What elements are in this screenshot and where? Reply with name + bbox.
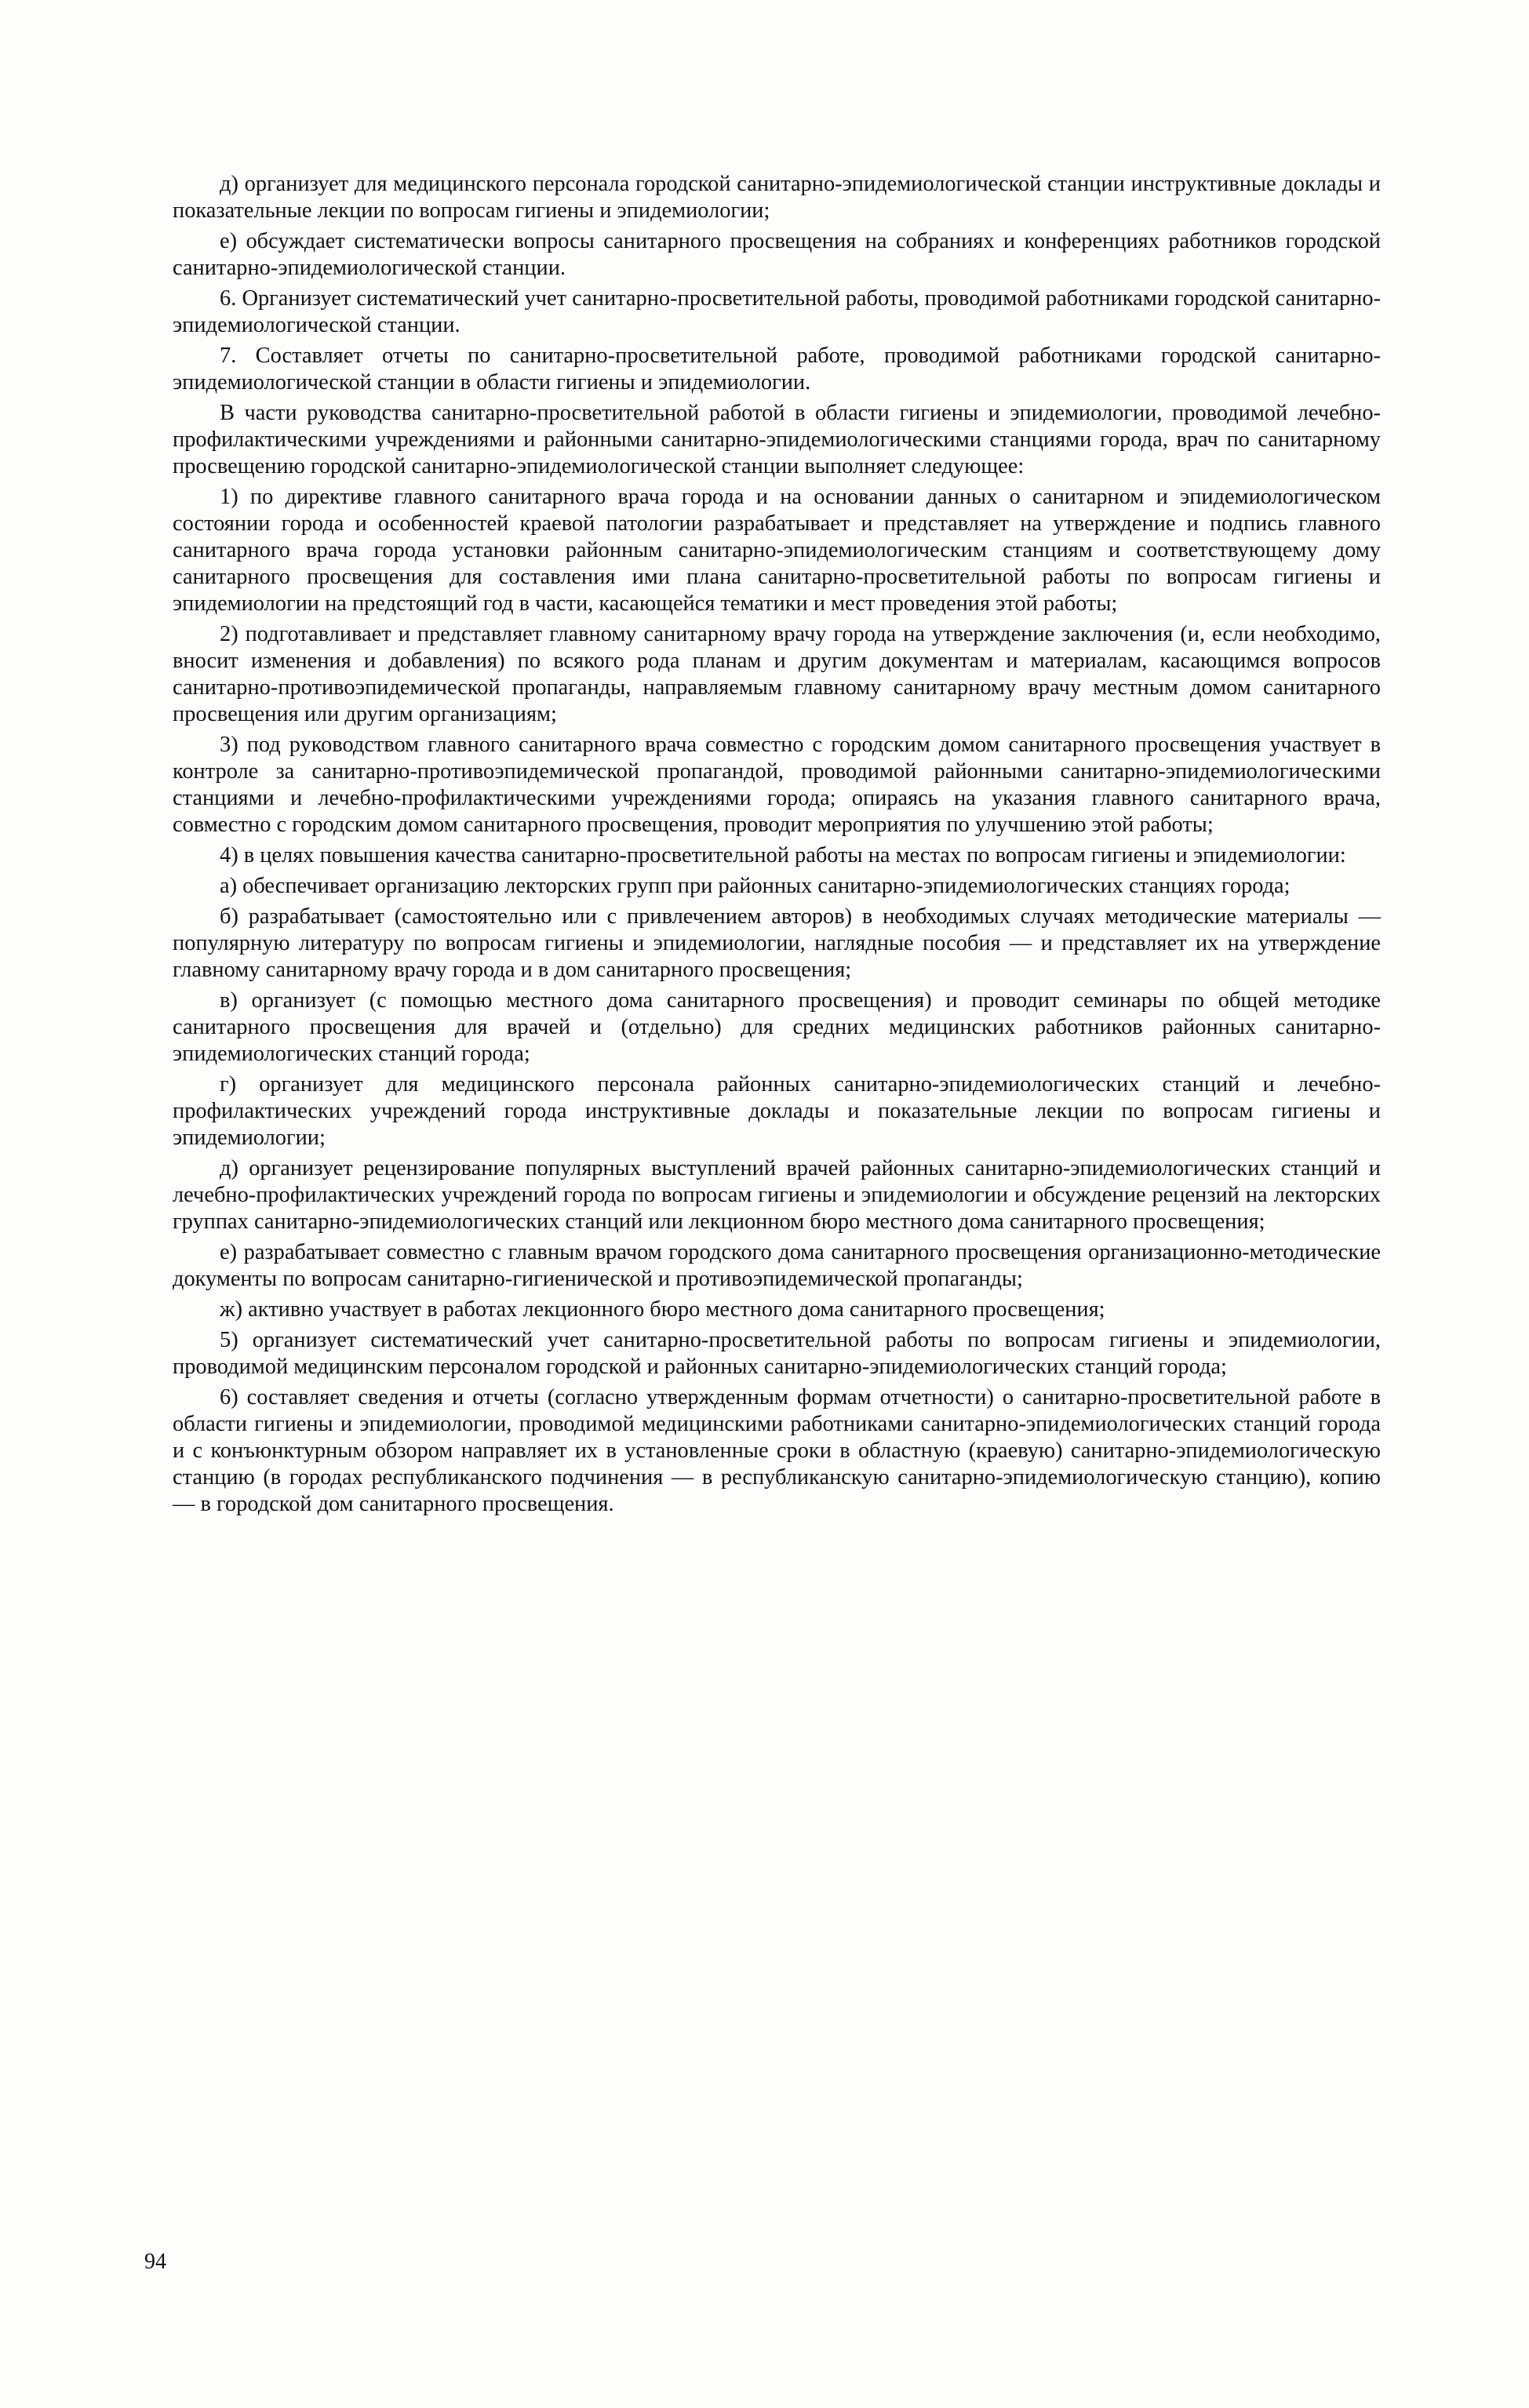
- paragraph-management-intro: В части руководства санитарно-просветительной работой в области гигиены и эпидемиологии, проводимой лечебно-профилактическими учреждениями и районными санитарно-эпидемиологическими станциями города, врач по санитарному просвещению городской санитарно-эпидемиологической станции выполняет следующее:: [173, 401, 1381, 478]
- paragraph-6-organizes-accounting: 6. Организует систематический учет санитарно-просветительной работы, проводимой работниками городской санитарно-эпидемиологической станции.: [173, 286, 1381, 337]
- body-text: [173, 171, 1381, 1518]
- paragraph-item-4g: г) организует для медицинского персонала районных санитарно-эпидемиологических станций и лечебно-профилактических учреждений города инструктивные доклады и показательные лекции по вопросам гигиены и эпидемиологии;: [173, 1072, 1381, 1150]
- paragraph-item-4zh: ж) активно участвует в работах лекционного бюро местного дома санитарного просвещения;: [220, 1297, 1105, 1322]
- paragraph-d-city-instructive-reports: д) организует для медицинского персонала городской санитарно-эпидемиологической станции инструктивные доклады и показательные лекции по вопросам гигиены и эпидемиологии;: [173, 172, 1381, 223]
- paragraph-item-4: 4) в целях повышения качества санитарно-просветительной работы на местах по вопросам гигиены и эпидемиологии:: [220, 843, 1346, 868]
- paragraph-item-6: 6) составляет сведения и отчеты (согласно утвержденным формам отчетности) о санитарно-просветительной работе в области гигиены и эпидемиологии, проводимой медицинскими работниками санитарно-эпидемиологических станций города и с конъюнктурным обзором направляет их в установленные сроки в областную (краевую) санитарно-эпидемиологическую станцию (в городах республиканского подчинения — в республиканскую санитарно-эпидемиологическую станцию), копию — в городской дом санитарного просвещения.: [173, 1385, 1381, 1516]
- paragraph-item-4a: а) обеспечивает организацию лекторских групп при районных санитарно-эпидемиологических станциях города;: [220, 874, 1291, 898]
- paragraph-item-4d: д) организует рецензирование популярных выступлений врачей районных санитарно-эпидемиологических станций и лечебно-профилактических учреждений города по вопросам гигиены и эпидемиологии и обсуждение рецензий на лекторских группах санитарно-эпидемиологических станций или лекционном бюро местного дома санитарного просвещения;: [173, 1156, 1381, 1234]
- paragraph-item-4e: е) разрабатывает совместно с главным врачом городского дома санитарного просвещения организационно-методические документы по вопросам санитарно-гигиенической и противоэпидемической пропаганды;: [173, 1240, 1381, 1291]
- paragraph-e-discusses-questions: е) обсуждает систематически вопросы санитарного просвещения на собраниях и конференциях работников городской санитарно-эпидемиологической станции.: [173, 229, 1381, 280]
- page-number: 94: [144, 2250, 166, 2274]
- paragraph-item-5: 5) организует систематический учет санитарно-просветительной работы по вопросам гигиены и эпидемиологии, проводимой медицинским персоналом городской и районных санитарно-эпидемиологических станций города;: [173, 1328, 1381, 1379]
- paragraph-item-4b: б) разрабатывает (самостоятельно или с привлечением авторов) в необходимых случаях методические материалы — популярную литературу по вопросам гигиены и эпидемиологии, наглядные пособия — и представляет их на утверждение главному санитарному врачу города и в дом санитарного просвещения;: [173, 904, 1381, 982]
- paragraph-7-compiles-reports: 7. Составляет отчеты по санитарно-просветительной работе, проводимой работниками городской санитарно-эпидемиологической станции в области гигиены и эпидемиологии.: [173, 344, 1381, 395]
- paragraph-item-4v: в) организует (с помощью местного дома санитарного просвещения) и проводит семинары по общей методике санитарного просвещения для врачей и (отдельно) для средних медицинских работников районных санитарно-эпидемиологических станций города;: [173, 988, 1381, 1066]
- paragraph-item-3: 3) под руководством главного санитарного врача совместно с городским домом санитарного просвещения участвует в контроле за санитарно-противоэпидемической пропагандой, проводимой районными санитарно-эпидемиологическими станциями и лечебно-профилактическими учреждениями города; опираясь на указания главного санитарного врача, совместно с городским домом санитарного просвещения, проводит мероприятия по улучшению этой работы;: [173, 733, 1381, 837]
- paragraph-item-2: 2) подготавливает и представляет главному санитарному врачу города на утверждение заключения (и, если необходимо, вносит изменения и добавления) по всякого рода планам и другим документам и материалам, касающимся вопросов санитарно-противоэпидемической пропаганды, направляемым главному санитарному врачу местным домом санитарного просвещения или другим организациям;: [173, 622, 1381, 726]
- paragraph-item-1: 1) по директиве главного санитарного врача города и на основании данных о санитарном и эпидемиологическом состоянии города и особенностей краевой патологии разрабатывает и представляет на утверждение и подпись главного санитарного врача города установки районным санитарно-эпидемиологическим станциям и соответствующему дому санитарного просвещения для составления ими плана санитарно-просветительной работы по вопросам гигиены и эпидемиологии на предстоящий год в части, касающейся тематики и мест проведения этой работы;: [173, 485, 1381, 616]
